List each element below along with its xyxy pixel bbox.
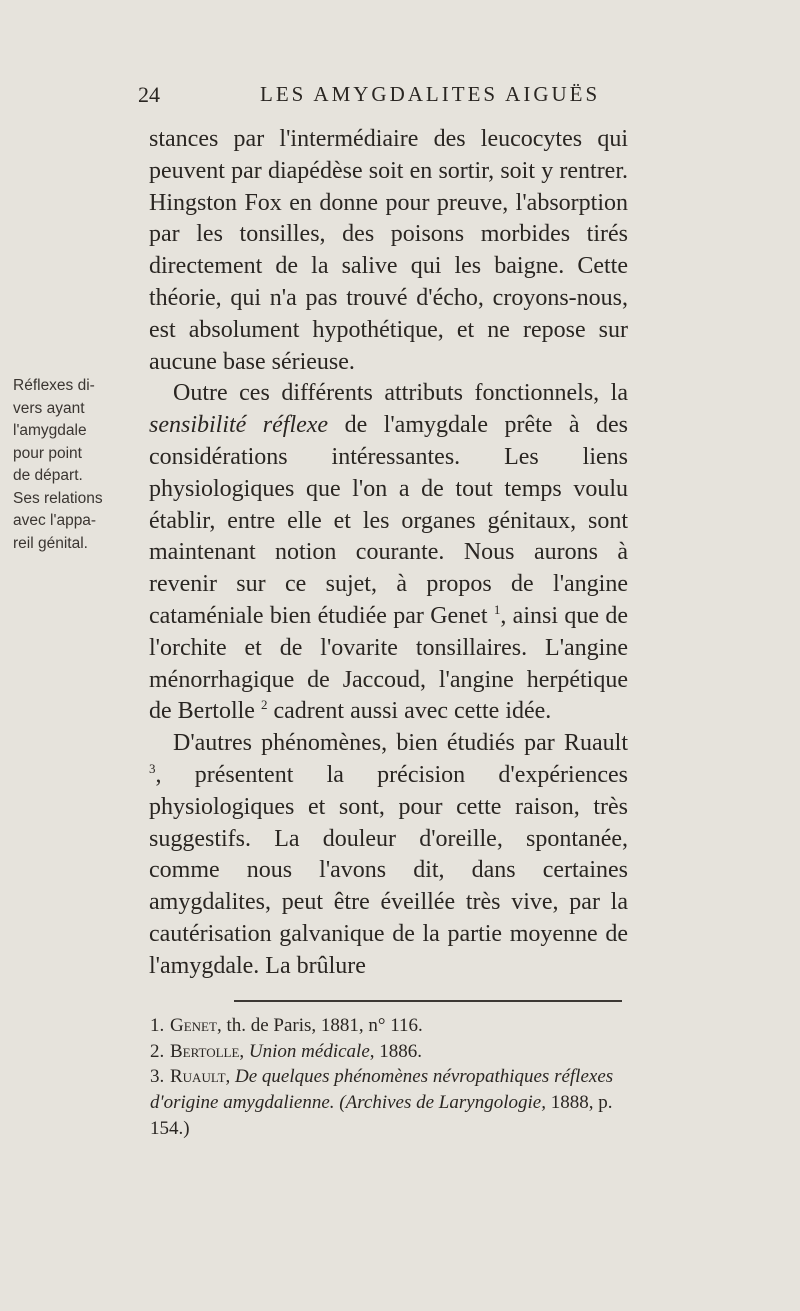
paragraph-2-text: cadrent aussi avec cette idée. <box>267 698 552 725</box>
footnote-author: Genet <box>170 1015 217 1036</box>
paragraph-3 <box>149 728 628 982</box>
margin-note-line: avec l'appa- <box>13 512 97 529</box>
footnote-author: Bertolle <box>170 1040 240 1062</box>
footnote-text: , 1886. <box>369 1040 422 1062</box>
footnote-1 <box>150 1013 626 1039</box>
margin-note-line: de départ. <box>13 467 83 484</box>
paragraph-2 <box>149 378 628 728</box>
paragraph-3-text: D'autres phénomènes, bien étudiés par Ruault <box>173 730 628 757</box>
footnote-source: (Archives de Laryngologie, <box>339 1092 546 1114</box>
footnote-3: 3. Ruault, De quelques phénomènes névropathiques réflexes d'origine amygdalienne. (Archives de Laryngologie, 1888, p. 154.) <box>150 1066 614 1139</box>
body-text <box>149 124 628 983</box>
paragraph-2-text: , ainsi que de l'orchite et de l'ovarite tonsillaires. L'angine ménorrhagique de Jaccoud, l'angine herpétique de Bertolle <box>149 602 628 725</box>
paragraph-2-text: Outre ces différents attributs fonctionnels, la <box>173 380 628 407</box>
footnote-text: , th. de Paris, 1881, n° 116. <box>216 1015 423 1036</box>
footnote-number: 1. <box>150 1015 165 1036</box>
paragraph-2-text: de l'amygdale prête à des considérations intéressantes. Les liens physiologiques que l'on a de tout temps voulu établir, entre elle et les organes génitaux, sont maintenant notion courante. Nous aurons à revenir sur ce sujet, à propos de l'angine cataméniale bien étudiée par Genet <box>149 412 629 629</box>
footnote-ref-2: 2 <box>260 697 268 713</box>
footnote-2: 2. Bertolle, Union médicale, 1886. <box>150 1039 626 1065</box>
margin-note-line: Ses relations <box>13 489 103 507</box>
margin-note <box>13 375 139 555</box>
paragraph-1: stances par l'intermédiaire des leucocytes qui peuvent par diapédèse soit en sortir, soit y rentrer. Hingston Fox en donne pour preuve, l'absorption par les tonsilles, des poisons morbides tirés directement de la salive qui les baigne. Cette théorie, qui n'a pas trouvé d'écho, croyons-nous, est absolument hypothétique, et ne repose sur aucune base sérieuse. <box>149 126 628 375</box>
margin-note-line: reil génital. <box>13 534 88 552</box>
footnote-number: 2. <box>150 1040 165 1062</box>
paragraph-3-text: , présentent la précision d'expériences physiologiques et sont, pour cette raison, très suggestifs. La douleur d'oreille, spontanée, comme nous l'avons dit, dans certaines amygdalites, peut être éveillée très vive, par la cautérisation galvanique de la partie moyenne de l'amygdale. La brûlure <box>149 761 628 979</box>
footnote-title: De quelques phénomènes névropathiques réflexes d'origine amygdalienne. <box>150 1066 614 1114</box>
footnote-ref-1: 1 <box>493 601 501 617</box>
page-number: 24 <box>138 82 160 107</box>
footnote-ref-3: 3 <box>149 760 156 776</box>
margin-note-line: l'amygdale <box>13 422 87 439</box>
running-title: LES AMYGDALITES AIGUËS <box>260 82 601 106</box>
footnote-divider <box>234 1000 622 1002</box>
footnote-author: Ruault <box>170 1066 226 1088</box>
running-head <box>138 82 624 112</box>
footnote-text: 1888, p. 154.) <box>150 1092 613 1139</box>
margin-note-line: vers ayant <box>13 399 85 417</box>
footnotes <box>150 1013 626 1142</box>
footnote-number: 3. <box>150 1066 165 1088</box>
margin-note-line: pour point <box>13 444 82 462</box>
margin-note-line: Réflexes di- <box>13 377 95 394</box>
emphasis-sensibilite-reflexe: sensibilité réflexe <box>149 412 329 439</box>
footnote-title: Union médicale <box>248 1040 370 1062</box>
